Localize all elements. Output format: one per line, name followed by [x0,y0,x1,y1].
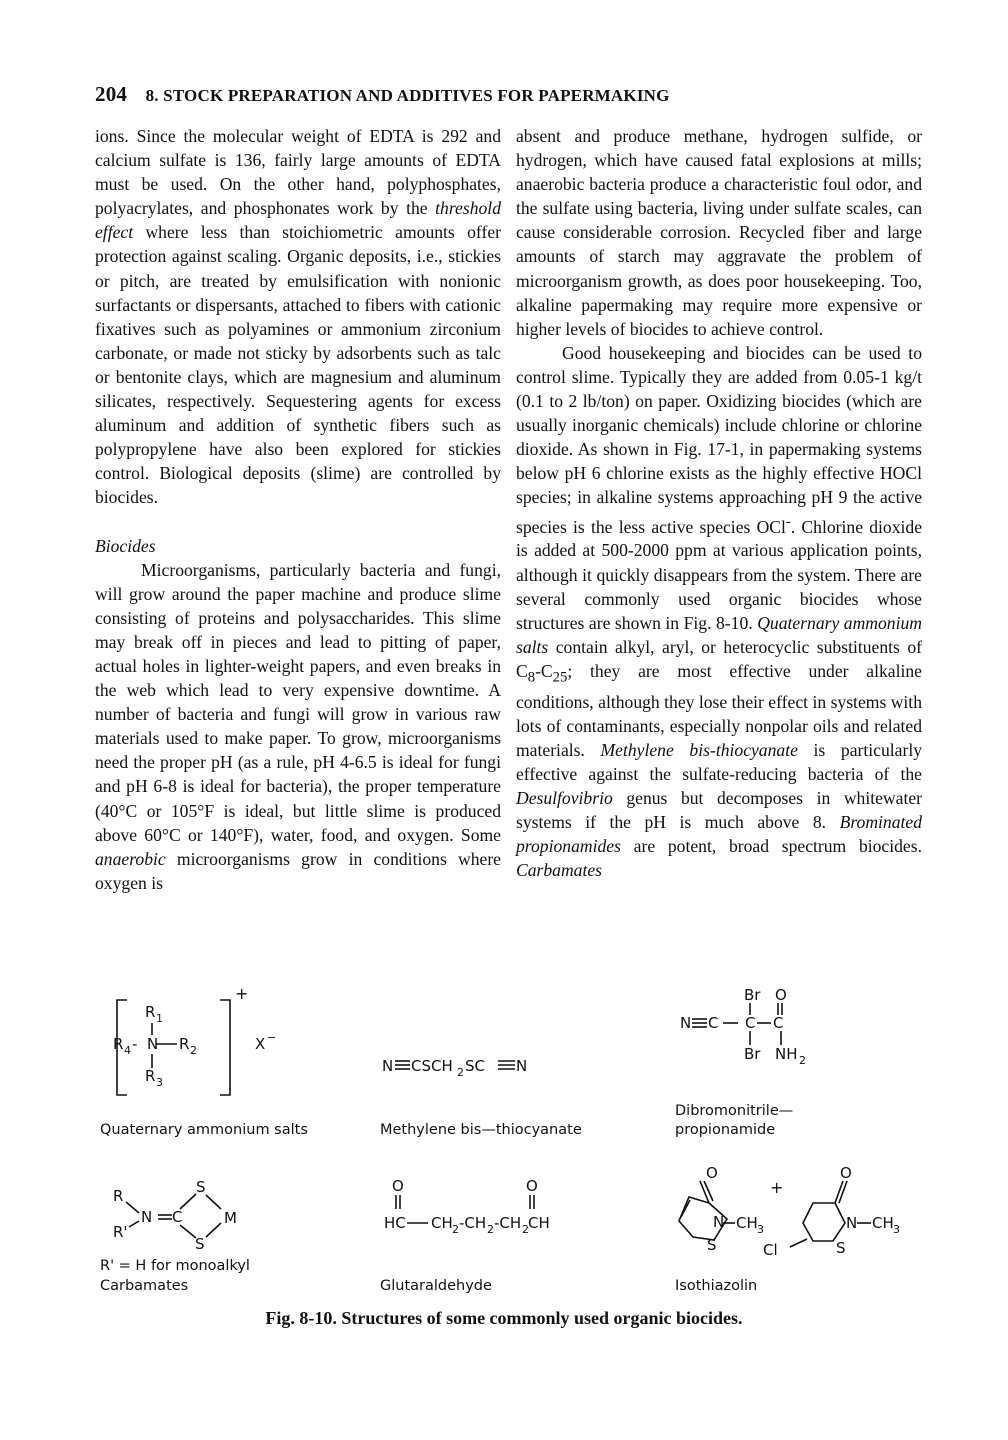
section-heading-biocides: Biocides [95,535,156,556]
svg-text:O: O [706,1164,718,1182]
svg-text:N: N [713,1213,725,1231]
svg-text:N: N [382,1057,394,1075]
svg-text:Br: Br [744,986,761,1004]
figure-8-10 [95,985,925,1315]
svg-text:-CH: -CH [494,1214,522,1232]
svg-text:O: O [526,1177,538,1195]
svg-text:C: C [172,1208,183,1226]
svg-text:Cl: Cl [763,1241,778,1259]
svg-text:R': R' [113,1223,128,1241]
svg-text:O: O [392,1177,404,1195]
label-carbamate-note: R' = H for monoalkyl [100,1258,250,1274]
svg-text:2: 2 [799,1054,806,1067]
svg-text:+: + [235,985,249,1003]
svg-text:S: S [707,1236,717,1254]
label-glutaraldehyde: Glutaraldehyde [380,1278,492,1294]
svg-text:−: − [267,1031,277,1044]
right-paragraph-1: absent and produce methane, hydrogen sulfide, or hydrogen, which have caused fatal explosions at mills; anaerobic bacteria produce a characteristic foul odor, and the sulfate using bacteria, living under sulfate scales, can cause considerable corrosion. Recycled fiber and large amounts of starch may aggravate the problem of microorganism growth, as does poor housekeeping. Too, alkaline papermaking may require more expensive or higher levels of biocides to achieve control. [516,126,922,339]
svg-text:2: 2 [457,1066,464,1079]
svg-text:O: O [840,1164,852,1182]
svg-text:-: - [132,1035,138,1053]
isothiazolinone-ring-2 [790,1181,871,1247]
svg-text:M: M [224,1209,237,1227]
label-dibromonitrilopropionamide-1: Dibromonitrile— [675,1103,794,1119]
isothiazolinone-ring-1 [679,1181,735,1240]
svg-text:N: N [141,1208,153,1226]
svg-text:HC: HC [384,1214,406,1232]
svg-text:S: S [836,1239,846,1257]
svg-text:S: S [196,1178,206,1196]
svg-text:S: S [195,1235,205,1253]
svg-text:R: R [113,1187,124,1205]
svg-text:2: 2 [452,1223,459,1236]
running-header [95,82,670,107]
biocide-structures-drawing [95,985,925,1305]
svg-text:C: C [745,1014,756,1032]
svg-text:CH: CH [528,1214,550,1232]
svg-text:R: R [179,1035,190,1053]
svg-text:SC: SC [465,1057,485,1075]
svg-text:NH: NH [775,1045,798,1063]
svg-text:-CH: -CH [459,1214,487,1232]
svg-text:CH: CH [872,1214,894,1232]
label-carbamates: Carbamates [100,1278,189,1294]
svg-text:N: N [846,1214,858,1232]
running-title: 8. STOCK PREPARATION AND ADDITIVES FOR PAPERMAKING [145,86,670,105]
svg-text:Br: Br [744,1045,761,1063]
svg-text:+: + [770,1178,784,1197]
svg-text:N: N [516,1057,528,1075]
right-paragraph-2: Good housekeeping and biocides can be used to control slime. Typically they are added from 0.05-1 kg/t (0.1 to 2 lb/ton) on paper. Oxidizing biocides (which are usually inorganic chemicals) include chlorine or chlorine dioxide. As shown in Fig. 17-1, in papermaking systems below pH 6 chlorine exists as the highly effective HOCl species; in alkaline systems approaching pH 9 the active species is the less active species OCl-. Chlorine dioxide is added at 500-2000 ppm at various application points, although it quickly disappears from the system. There are several commonly used organic biocides whose structures are shown in Fig. 8-10. Quaternary ammonium salts contain alkyl, aryl, or heterocyclic substituents of $C_8-C_{25}$; they are most effective under alkaline conditions, although they lose their effect in systems with lots of contaminants, especially nonpolar oils and related materials. Methylene bis-thiocyanate is particularly effective against the sulfate-reducing bacteria of the Desulfovibrio genus but decomposes in whitewater systems if the pH is much above 8. Brominated propionamides are potent, broad spectrum biocides. Carbamates [516,342,923,881]
svg-text:R: R [145,1067,156,1085]
label-methylene-bis-thiocyanate: Methylene bis—thiocyanate [380,1122,582,1138]
svg-text:4: 4 [124,1044,131,1057]
svg-text:C: C [708,1014,719,1032]
svg-text:3: 3 [156,1076,163,1089]
svg-text:R: R [113,1035,124,1053]
svg-text:3: 3 [893,1223,900,1236]
svg-text:2: 2 [190,1044,197,1057]
svg-text:N: N [680,1014,692,1032]
label-quaternary-ammonium: Quaternary ammonium salts [100,1122,308,1138]
left-paragraph-2: Microorganisms, particularly bacteria and fungi, will grow around the paper machine and produce slime consisting of proteins and polysaccharides. This slime may break off in pieces and lead to pitting of paper, actual holes in lighter-weight papers, and even breaks in the web which lead to very expensive downtime. A number of bacteria and fungi will grow in various raw materials used to make paper. To grow, microorganisms need the proper pH (as a rule, pH 4-6.5 is ideal for fungi and pH 6-8 is ideal for bacteria), the proper temperature (40°C or 105°F is ideal, but little slime is produced above 60°C or 140°F), water, food, and oxygen. Some anaerobic microorganisms grow in conditions where oxygen is [95,559,501,893]
svg-text:3: 3 [757,1223,764,1236]
svg-text:X: X [255,1035,266,1053]
label-dibromonitrilopropionamide-2: propionamide [675,1122,776,1138]
page-number: 204 [95,82,128,106]
figure-caption: Fig. 8-10. Structures of some commonly used organic biocides. [265,1308,743,1328]
label-isothiazolin: Isothiazolin [675,1278,758,1294]
svg-text:2: 2 [522,1223,529,1236]
svg-text:2: 2 [487,1223,494,1236]
right-column [516,124,922,882]
svg-text:CSCH: CSCH [411,1057,453,1075]
svg-text:1: 1 [156,1012,163,1025]
svg-text:O: O [775,986,787,1004]
svg-text:CH: CH [431,1214,453,1232]
svg-text:CH: CH [736,1214,758,1232]
dibromonitrilopropionamide-structure [692,1003,782,1045]
left-paragraph-1: ions. Since the molecular weight of EDTA is 292 and calcium sulfate is 136, fairly large amounts of EDTA must be used. On the other hand, polyphosphates, polyacrylates, and phosphonates work by the threshold effect where less than stoichiometric amounts offer protection against scaling. Organic deposits, i.e., stickies or pitch, are treated by emulsification with nonionic surfactants or dispersants, attached to fibers with cationic fixatives such as polyamines or ammonium zirconium carbonate, or made not sticky by adsorbents such as talc or bentonite clays, which are magnesium and aluminum silicates, respectively. Sequestering agents for excess aluminum and addition of synthetic fibers such as polypropylene have also been explored for stickies control. Biological deposits (slime) are controlled by biocides. [95,126,501,508]
svg-text:R: R [145,1003,156,1021]
left-column [95,124,501,895]
svg-text:N: N [147,1035,159,1053]
svg-text:C: C [773,1014,784,1032]
